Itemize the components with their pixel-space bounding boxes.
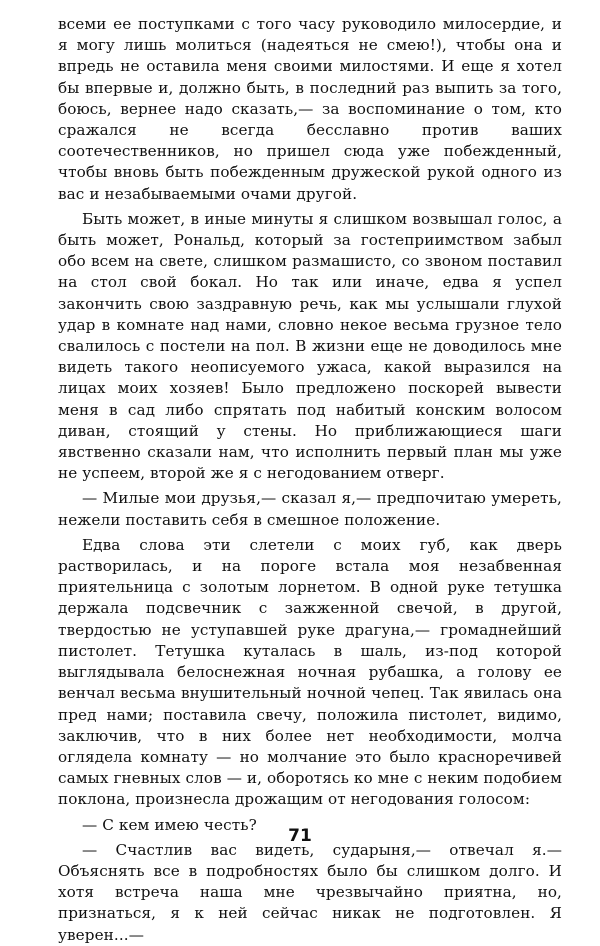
paragraph-continuation: всеми ее поступками с того часу руководило милосердие, и я могу лишь молиться (надеяться не смею!), чтобы она и впредь не оставила меня своими милостями. И еще я хотел бы впервые и, должно быть, в последний раз выпить за того, боюсь, вернее надо сказать,— за воспоминание о том, кто сражался не всегда бесславно против ваших соотечественников, но пришел сюда уже побежденный, чтобы вновь быть побежденным дружеской рукой одного из вас и незабываемыми очами другой. xyxy=(58,15,562,203)
paragraph-aunt-enters: Едва слова эти слетели с моих губ, как дверь растворилась, и на пороге встала моя незабвенная приятельница с золотым лорнетом. В одной руке тетушка держала подсвечник с зажженной свечой, в другой, твердостью не уступавшей руке драгуна,— громаднейший пистолет. Тетушка куталась в шаль, из-под которой выглядывала белоснежная ночная рубашка, а голову ее венчал весьма внушительный ночной чепец. Так явилась она пред нами; поставила свечу, положила пистолет, видимо, заключив, что в них более нет необходимости, молча оглядела комнату — но молчание это было красноречивей самых гневных слов — и, оборотясь ко мне с неким подобием поклона, произнесла дрожащим от негодования голосом: xyxy=(58,535,562,809)
paragraph-dialogue-question: — С кем имею честь? xyxy=(82,815,257,834)
paragraph-toast-interrupted: Быть может, в иные минуты я слишком возвышал голос, а быть может, Рональд, который за гостеприимством забыл обо всем на свете, слишком размашисто, со звоном поставил на стол свой бокал. Но так или иначе, едва я успел закончить свою заздравную речь, как мы услышали глухой удар в комнате над нами, словно некое весьма грузное тело свалилось с постели на пол. В жизни еще не доводилось мне видеть такого неописуемого ужаса, какой выразился на лицах моих хозяев! Было предложено поскорей вывести меня в сад либо спрятать под набитый конским волосом диван, стоящий у стены. Но приближающиеся шаги явственно сказали нам, что исполнить первый план мы уже не успеем, второй же я с негодованием отверг. xyxy=(58,209,562,483)
page-number: 71 xyxy=(288,826,312,846)
paragraph-dialogue-answer: — Счастлив вас видеть, сударыня,— отвечал я.— Объяснять все в подробностях было бы слишком долго. И хотя встреча наша мне чрезвычайно приятна, но, признаться, я к ней сейчас никак не подготовлен. Я уверен...— xyxy=(58,840,562,944)
paragraph-dialogue-friends: — Милые мои друзья,— сказал я,— предпочитаю умереть, нежели поставить себя в смешное положение. xyxy=(58,489,562,529)
